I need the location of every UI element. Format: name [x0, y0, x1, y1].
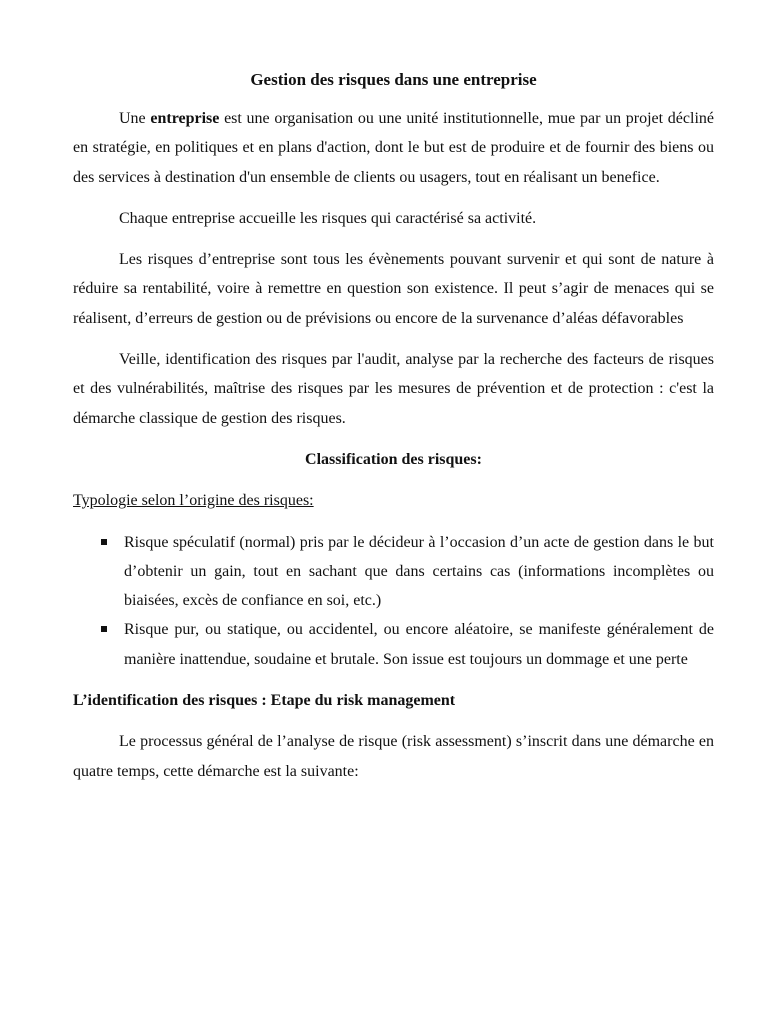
risk-type-list — [73, 528, 714, 674]
intro-paragraph — [73, 104, 714, 192]
list-item — [73, 615, 714, 674]
identification-heading: L’identification des risques : Etape du risk management — [73, 692, 456, 710]
square-bullet-icon — [101, 626, 107, 632]
square-bullet-icon — [101, 539, 107, 545]
list-item-text: Risque spéculatif (normal) pris par le décideur à l’occasion d’un acte de gestion dans le but d’obtenir un gain, tout en sachant que dans certains cas (informations incomplètes ou biaisées, excès de confiance en soi, etc.) — [124, 533, 714, 610]
document-body — [73, 66, 714, 798]
document-title: Gestion des risques dans une entreprise — [250, 70, 537, 89]
list-item-text: Risque pur, ou statique, ou accidentel, ou encore aléatoire, se manifeste généralement de manière inattendue, soudaine et brutale. Son issue est toujours un dommage et une perte — [124, 621, 714, 668]
paragraph-2: Chaque entreprise accueille les risques qui caractérisé sa activité. — [119, 209, 537, 227]
intro-text-after: est une organisation ou une unité institutionnelle, mue par un projet décliné en stratégie, en politiques et en plans d'action, dont le but est de produire et de fournir des biens ou des services à destination d'un ensemble de clients ou usagers, tout en réalisant un benefice. — [73, 110, 714, 186]
intro-bold-term: entreprise — [150, 110, 220, 127]
paragraph-4: Veille, identification des risques par l'audit, analyse par la recherche des facteurs de risques et des vulnérabilités, maîtrise des risques par les mesures de prévention et de protection : c'est la démarche classique de gestion des risques. — [73, 351, 714, 427]
paragraph-3: Les risques d’entreprise sont tous les évènements pouvant survenir et qui sont de nature à réduire sa rentabilité, voire à remettre en question son existence. Il peut s’agir de menaces qui se réalisent, d’erreurs de gestion ou de prévisions ou encore de la survenance d’aléas défavorables — [73, 251, 714, 327]
intro-text-before: Une — [119, 110, 151, 127]
list-item — [73, 528, 714, 616]
classification-heading: Classification des risques: — [305, 450, 482, 468]
paragraph-5: Le processus général de l’analyse de risque (risk assessment) s’inscrit dans une démarche en quatre temps, cette démarche est la suivante: — [73, 733, 714, 780]
typology-heading: Typologie selon l’origine des risques: — [73, 492, 314, 510]
